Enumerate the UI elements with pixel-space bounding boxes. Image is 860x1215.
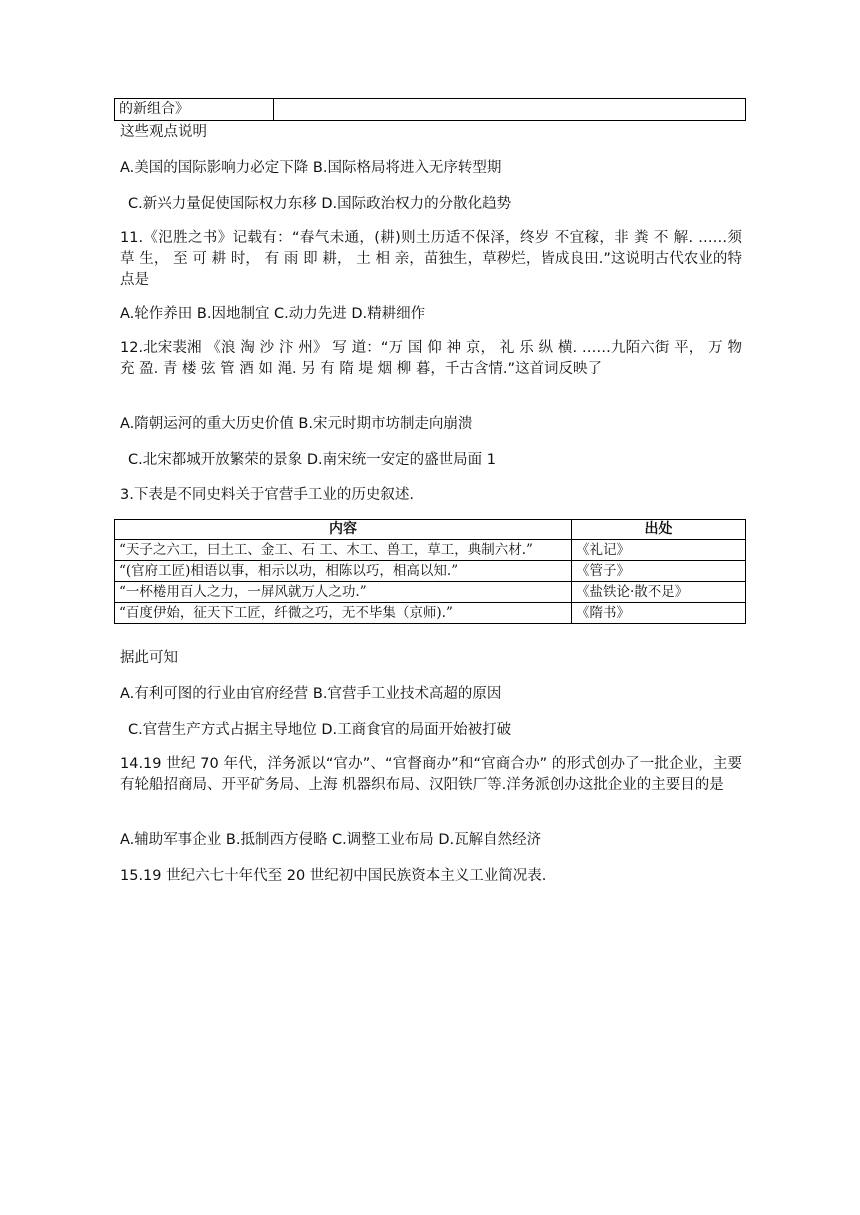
source-table-row-1-content: “天子之六工，曰土工、金工、石 工、木工、兽工，草工，典制六材.” (115, 540, 572, 561)
source-table-row-2-source: 《管子》 (572, 561, 746, 582)
q11-stem: 11.《氾胜之书》记载有：“春气未通，(耕)则土历适不保泽，终岁 不宜稼，非 粪 不 解. ……须 草 生， 至 可 耕 时， 有 雨 即 耕， 土 相 亲，苗独生，草秽烂，皆成良田.”这说明古代农业的特点是 (120, 230, 742, 288)
q10-options-line2: C.新兴力量促使国际权力东移 D.国际政治权力的分散化趋势 (128, 196, 512, 212)
q14-options: A.辅助军事企业 B.抵制西方侵略 C.调整工业布局 D.瓦解自然经济 (120, 832, 542, 848)
source-table-row-3-source: 《盐铁论·散不足》 (572, 582, 746, 603)
q12-options-line1: A.隋朝运河的重大历史价值 B.宋元时期市坊制走向崩溃 (120, 416, 473, 432)
source-table-row-3-content: “一杯棬用百人之力，一屏风就万人之功.” (115, 582, 572, 603)
source-table-header-source: 出处 (572, 520, 746, 540)
q10-options-line1: A.美国的国际影响力必定下降 B.国际格局将进入无序转型期 (120, 160, 502, 176)
q13-after-table: 据此可知 (120, 650, 178, 666)
q15-stem: 15.19 世纪六七十年代至 20 世纪初中国民族资本主义工业简况表. (120, 868, 547, 884)
source-table-row-1-source: 《礼记》 (572, 540, 746, 561)
q13-stem: 3.下表是不同史料关于官营手工业的历史叙述. (120, 487, 414, 503)
q11-options: A.轮作养田 B.因地制宜 C.动力先进 D.精耕细作 (120, 306, 426, 322)
source-table-row-2-content: “(官府工匠)相语以事，相示以功，相陈以巧，相高以知.” (115, 561, 572, 582)
source-table-header-content: 内容 (115, 520, 572, 540)
source-table (114, 519, 746, 624)
continued-table (114, 98, 746, 121)
q12-options-line2: C.北宋都城开放繁荣的景象 D.南宋统一安定的盛世局面 1 (128, 452, 496, 468)
q10-stem: 这些观点说明 (120, 124, 207, 140)
q14-stem: 14.19 世纪 70 年代，洋务派以“官办”、“官督商办”和“官商合办” 的形式创办了一批企业，主要有轮船招商局、开平矿务局、上海 机器织布局、汉阳铁厂等.洋务派创办这批企业的主要目的是 (120, 756, 742, 793)
source-table-row-4-content: “百度伊始，征天下工匠，纤微之巧，无不毕集（京师).” (115, 603, 572, 624)
continued-table-right-cell (274, 99, 746, 121)
source-table-row-4-source: 《隋书》 (572, 603, 746, 624)
q12-stem: 12.北宋裴湘 《浪 淘 沙 汴 州》 写 道：“万 国 仰 神 京， 礼 乐 纵 横. ……九陌六街 平， 万 物 充 盈. 青 楼 弦 管 酒 如 渑. 另 有 隋 堤 烟 柳 暮，千古含情.”这首词反映了 (120, 340, 742, 377)
q13-options-line2: C.官营生产方式占据主导地位 D.工商食官的局面开始被打破 (128, 722, 512, 738)
continued-table-left-cell: 的新组合》 (115, 99, 274, 121)
q13-options-line1: A.有利可图的行业由官府经营 B.官营手工业技术高超的原因 (120, 686, 502, 702)
